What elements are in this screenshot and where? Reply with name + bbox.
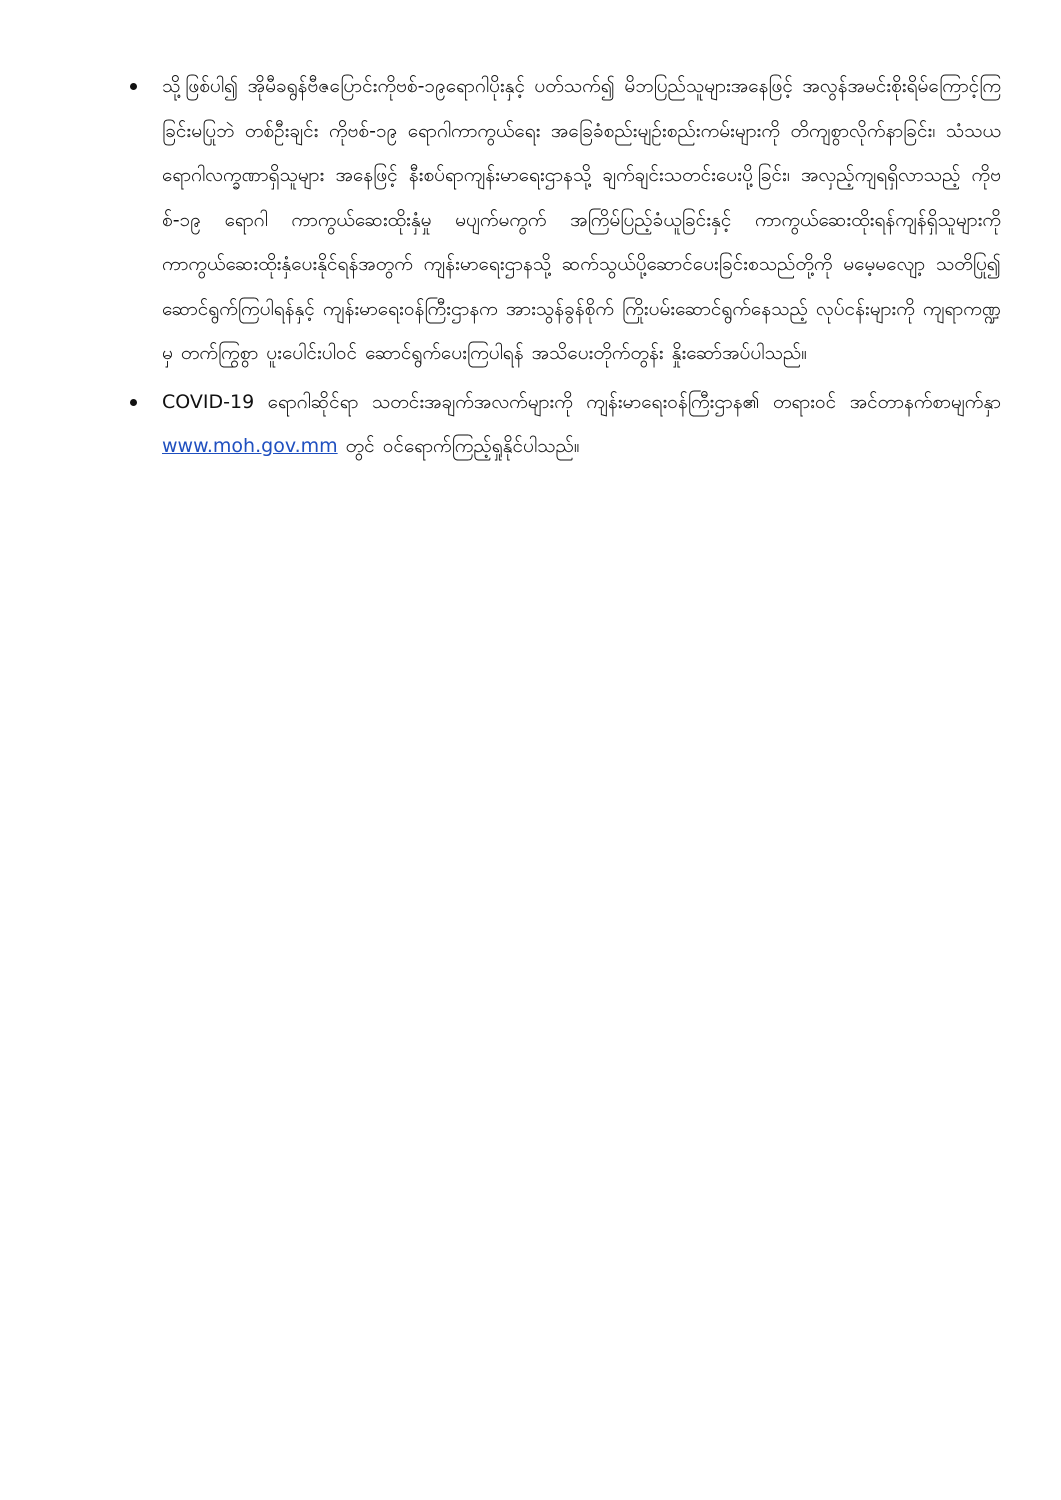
bullet-item-info xyxy=(130,380,1001,469)
bullet-dot-icon xyxy=(130,83,137,90)
info-text-before: COVID-19 ရောဂါဆိုင်ရာ သတင်းအချက်အလက်များကို ကျန်းမာရေးဝန်ကြီးဌာန၏ တရားဝင် အင်တာနက်စာမျက်နှာ xyxy=(162,390,1001,413)
bullet-dot-icon xyxy=(130,399,137,406)
bullet-text-info xyxy=(162,380,1001,469)
info-text-after: တွင် ဝင်ရောက်ကြည့်ရှုနိုင်ပါသည်။ xyxy=(337,435,580,457)
bullet-text-prevention: သို့ဖြစ်ပါ၍ အိုမီခရွန်ဗီဇပြောင်းကိုဗစ်-၁၉ရောဂါပိုးနှင့် ပတ်သက်၍ မိဘပြည်သူများအနေဖြင့် အလွန်အမင်းစိုးရိမ်ကြောင့်ကြခြင်းမပြုဘဲ တစ်ဦးချင်း ကိုဗစ်-၁၉ ရောဂါကာကွယ်ရေး အခြေခံစည်းမျဉ်းစည်းကမ်းများကို တိကျစွာလိုက်နာခြင်း၊ သံသယရောဂါလက္ခဏာရှိသူများ အနေဖြင့် နီးစပ်ရာကျန်းမာရေးဌာနသို့ ချက်ချင်းသတင်းပေးပို့ခြင်း၊ အလှည့်ကျရရှိလာသည့် ကိုဗစ်-၁၉ ရောဂါ ကာကွယ်ဆေးထိုးနှံမှု မပျက်မကွက် အကြိမ်ပြည့်ခံယူခြင်းနှင့် ကာကွယ်ဆေးထိုးရန်ကျန်ရှိသူများကို ကာကွယ်ဆေးထိုးနှံပေးနိုင်ရန်အတွက် ကျန်းမာရေးဌာနသို့ ဆက်သွယ်ပို့ဆောင်ပေးခြင်းစသည်တို့ကို မမေ့မလျော့ သတိပြု၍ ဆောင်ရွက်ကြပါရန်နှင့် ကျန်းမာရေးဝန်ကြီးဌာနက အားသွန်ခွန်စိုက် ကြိုးပမ်းဆောင်ရွက်နေသည့် လုပ်ငန်းများကို ကျရာကဏ္ဍမှ တက်ကြွစွာ ပူးပေါင်းပါဝင် ဆောင်ရွက်ပေးကြပါရန် အသိပေးတိုက်တွန်း နှိုးဆော်အပ်ပါသည်။ xyxy=(162,75,1001,364)
moh-website-link[interactable]: www.moh.gov.mm xyxy=(162,435,338,457)
bullet-item-prevention xyxy=(130,64,1001,376)
bullet-list xyxy=(130,64,1001,469)
